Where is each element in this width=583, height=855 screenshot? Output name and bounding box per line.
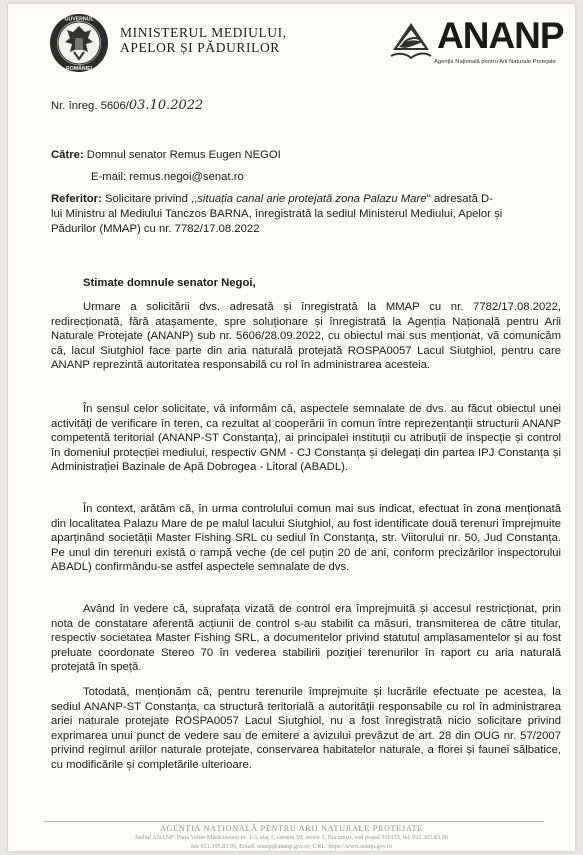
reference-line-1: Referitor: Solicitare privind ,,situația canal arie protejată zona Palazu Mare'' adresată D- [51,193,493,205]
email-line: E-mail: remus.negoi@senat.ro [91,171,244,183]
footer-address: Sediul ANANP: Piața Valter Mărăcineanu nr. 1-3, etaj 1, camera 59, sector 1, București, cod poștal 010155, tel. 021.305.83.90 [135,834,448,841]
footer-agency-name: AGENȚIA NAȚIONALĂ PENTRU ARII NATURALE PROTEJATE [159,824,424,833]
letterhead [8,4,575,79]
ananp-logo-subtitle: Agenția Națională pentru Arii Naturale Protejate [434,59,556,65]
footer-contact: fax 021.305.83.99, Email: ananp@ananp.gov.ro; URL: https://www.ananp.gov.ro [190,843,393,850]
footer-divider [44,821,544,822]
ministry-name: MINISTERUL MEDIULUI, APELOR ȘI PĂDURILOR [120,25,287,55]
email-address: remus.negoi@senat.ro [129,171,244,183]
government-seal-icon [48,12,110,74]
letter-page [8,4,575,851]
reference-line-2: lui Ministru al Mediului Tanczos BARNA, înregistrată la sediul Ministerul Mediului, Apelor și [51,208,503,220]
ananp-bird-logo-icon [389,20,433,62]
registration-line: Nr. înreg. 5606/03.10.2022 [51,98,204,113]
svg-text:ROMÂNIEI: ROMÂNIEI [66,66,92,72]
handwritten-date: 03.10.2022 [128,98,204,113]
recipient-line: Către: Domnul senator Remus Eugen NEGOI [51,149,281,161]
svg-text:GUVERNUL: GUVERNUL [64,16,94,23]
paragraph-2: În sensul celor solicitate, vă informăm că, aspectele semnalate de dvs. au făcut obiectul unei activități de verificare în teren, ca rezultat al cooperării în comun între reprezentanții structurii ANANP competentă teritorial (ANANP-ST Constanța), ai principalei instituții cu atribuții de inspecție și control în domeniul protecției mediului, respectiv GNM - CJ Constanța și delegați din partea IPJ Constanța și Administrației Bazinale de Apă Dobrogea - Litoral (ABADL). [51,403,561,473]
paragraph-1: Urmare a solicitării dvs. adresată și înregistrată la MMAP cu nr. 7782/17.08.2022, redirecționată, fără atașamente, spre soluționare și înregistrată la Agenția Națională pentru Arii Naturale Protejate (ANANP) sub nr. 5606/28.09.2022, cu obiectul mai sus menționat, vă comunicăm că, lacul Siutghiol face parte din aria naturală protejată ROSPA0057 Lacul Siutghiol, pentru care ANANP reprezintă autoritatea responsabilă cu rol în administrarea acesteia. [51,301,561,371]
reference-line-3: Pădurilor (MMAP) cu nr. 7782/17.08.2022 [51,223,260,235]
ananp-logo-text: ANANP [437,15,564,56]
paragraph-5: Totodată, menționăm că, pentru terenurile împrejmuite și lucrările efectuate pe acestea, la sediul ANANP-ST Constanța, ca structură teritorială a autorității responsabile cu rol în administrarea ariei naturale protejate ROSPA0057 Lacul Siutghiol, nu a fost înregistrată nicio solicitare privind exprimarea unui punct de vedere sau de emitere a avizului prevăzut de art. 28 din OUG nr. 57/2007 privind regimul ariilor naturale protejate, conservarea habitatelor naturale, a florei și faunei sălbatice, cu modificările și completările ulterioare. [51,686,561,771]
salutation: Stimate domnule senator Negoi, [83,277,256,289]
paragraph-3: În context, arătăm că, în urma controlului comun mai sus indicat, efectuat în zona menționată din localitatea Palazu Mare de pe malul lacului Siutghiol, au fost identificate două terenuri împrejmuite aparținând societății Master Fishing SRL cu sediul în Constanța, str. Viitorului nr. 50, Jud Constanța. Pe unul din terenuri există o rampă veche (de cel puțin 20 de ani, conform precizărilor inspectorului ABADL) confirmându-se astfel aspectele semnalate de dvs. [51,503,561,573]
paragraph-4: Având în vedere că, suprafața vizată de control era împrejmuită și accesul restricționat, prin nota de constatare aferentă acțiunii de control s-au stabilit ca măsuri, transmiterea de către titular, respectiv societatea Master Fishing SRL, a documentelor privind statutul amplasamentelor și au fost preluate coordonate Stereo 70 în vederea stabilirii poziției terenurilor în raport cu aria naturală protejată în speță. [51,603,561,673]
